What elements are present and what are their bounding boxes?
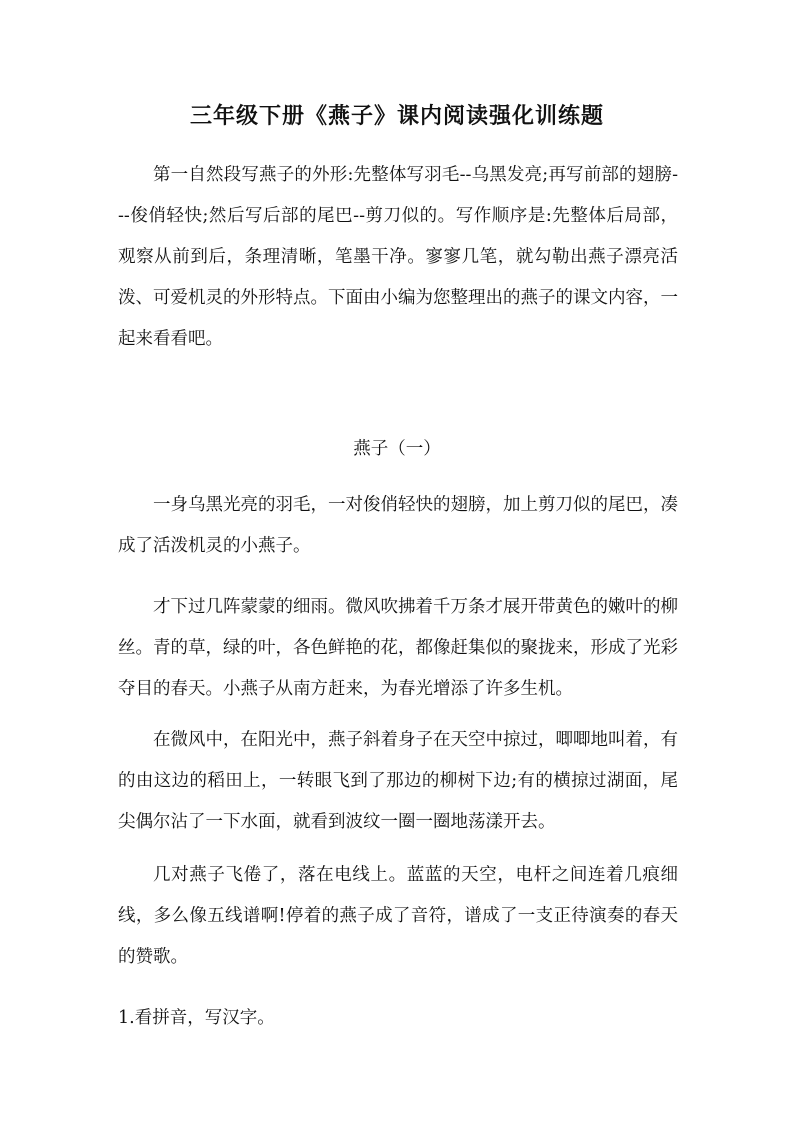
- text-paragraph-4: 几对燕子飞倦了，落在电线上。蓝蓝的天空，电杆之间连着几痕细线，多么像五线谱啊!停着的燕子成了音符，谱成了一支正待演奏的春天的赞歌。: [118, 865, 678, 967]
- text-paragraph-3: 在微风中，在阳光中，燕子斜着身子在天空中掠过，唧唧地叫着，有的由这边的稻田上，一转眼飞到了那边的柳树下边;有的横掠过湖面，尾尖偶尔沾了一下水面，就看到波纹一圈一圈地荡漾开去。: [118, 730, 678, 832]
- exercise-question-1: 1.看拼音，写汉字。: [118, 1008, 275, 1028]
- intro-paragraph: 第一自然段写燕子的外形:先整体写羽毛--乌黑发亮;再写前部的翅膀---俊俏轻快;然后写后部的尾巴--剪刀似的。写作顺序是:先整体后局部，观察从前到后，条理清晰，笔墨干净。寥寥几笔，就勾勒出燕子漂亮活泼、可爱机灵的外形特点。下面由小编为您整理出的燕子的课文内容，一起来看看吧。: [118, 165, 678, 349]
- document-title: 三年级下册《燕子》课内阅读强化训练题: [189, 103, 604, 129]
- section-subtitle: 燕子（一）: [353, 439, 441, 459]
- text-paragraph-1: 一身乌黑光亮的羽毛，一对俊俏轻快的翅膀，加上剪刀似的尾巴，凑成了活泼机灵的小燕子。: [118, 495, 678, 556]
- text-paragraph-2: 才下过几阵蒙蒙的细雨。微风吹拂着千万条才展开带黄色的嫩叶的柳丝。青的草，绿的叶，各色鲜艳的花，都像赶集似的聚拢来，形成了光彩夺目的春天。小燕子从南方赶来，为春光增添了许多生机。: [118, 597, 678, 699]
